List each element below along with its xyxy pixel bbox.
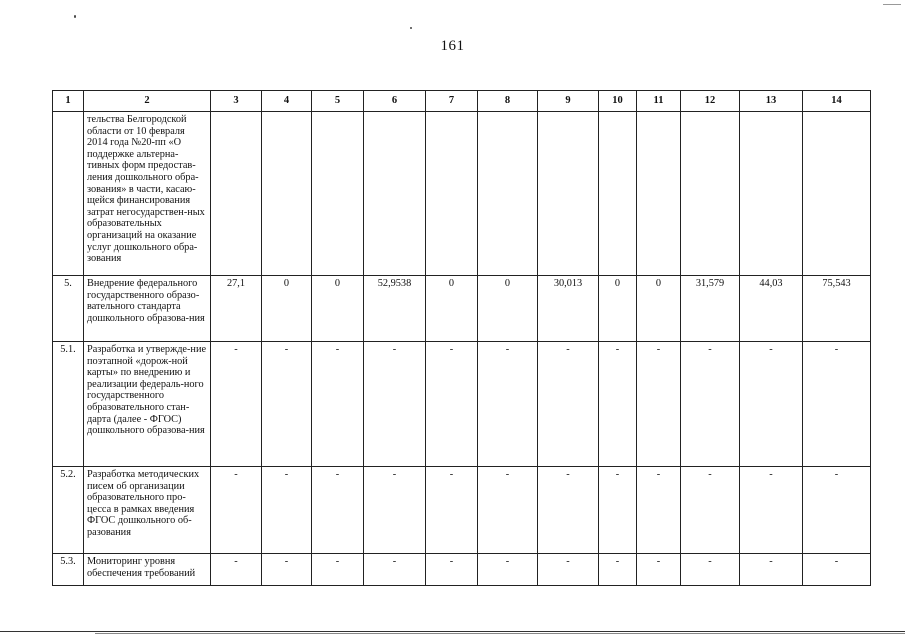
value-cell: - xyxy=(211,342,262,467)
value-cell: - xyxy=(262,467,312,554)
value-cell xyxy=(211,112,262,276)
value-cell: - xyxy=(637,467,681,554)
value-cell: - xyxy=(599,467,637,554)
value-cell: - xyxy=(478,342,538,467)
col-header: 1 xyxy=(53,91,84,112)
row-number: 5.1. xyxy=(53,342,84,467)
value-cell: - xyxy=(599,342,637,467)
value-cell xyxy=(312,112,364,276)
value-cell: - xyxy=(426,342,478,467)
col-header: 7 xyxy=(426,91,478,112)
value-cell: 0 xyxy=(637,276,681,342)
value-cell: - xyxy=(211,554,262,586)
row-description: Мониторинг уровня обеспечения требований xyxy=(84,554,211,586)
value-cell: 0 xyxy=(312,276,364,342)
col-header: 9 xyxy=(538,91,599,112)
col-header: 11 xyxy=(637,91,681,112)
value-cell: - xyxy=(681,554,740,586)
value-cell: - xyxy=(803,554,871,586)
data-table xyxy=(52,90,871,586)
row-number: 5.3. xyxy=(53,554,84,586)
col-header: 5 xyxy=(312,91,364,112)
value-cell: 44,03 xyxy=(740,276,803,342)
value-cell: - xyxy=(538,467,599,554)
value-cell: 75,543 xyxy=(803,276,871,342)
value-cell xyxy=(803,112,871,276)
value-cell: - xyxy=(312,342,364,467)
scan-speck xyxy=(74,15,76,18)
value-cell: - xyxy=(426,554,478,586)
value-cell: - xyxy=(211,467,262,554)
row-description: Разработка и утвержде-ние поэтапной «дорож-ной карты» по внедрению и реализации федераль-ного государственного образовательного стан-дарта (далее - ФГОС) дошкольного образова-ния xyxy=(84,342,211,467)
value-cell: - xyxy=(262,554,312,586)
row-number: 5.2. xyxy=(53,467,84,554)
value-cell: - xyxy=(364,342,426,467)
value-cell: - xyxy=(426,467,478,554)
value-cell: 52,9538 xyxy=(364,276,426,342)
page-edge-line xyxy=(0,631,905,632)
value-cell: - xyxy=(538,342,599,467)
value-cell: 30,013 xyxy=(538,276,599,342)
value-cell xyxy=(426,112,478,276)
col-header: 13 xyxy=(740,91,803,112)
table-row xyxy=(53,554,871,586)
scan-mark xyxy=(883,4,901,5)
col-header: 2 xyxy=(84,91,211,112)
value-cell xyxy=(262,112,312,276)
value-cell: 0 xyxy=(478,276,538,342)
value-cell xyxy=(681,112,740,276)
table-row xyxy=(53,467,871,554)
value-cell xyxy=(538,112,599,276)
value-cell: - xyxy=(364,467,426,554)
row-number xyxy=(53,112,84,276)
col-header: 12 xyxy=(681,91,740,112)
value-cell xyxy=(740,112,803,276)
row-number: 5. xyxy=(53,276,84,342)
value-cell: - xyxy=(312,554,364,586)
value-cell: 27,1 xyxy=(211,276,262,342)
value-cell xyxy=(478,112,538,276)
value-cell: 0 xyxy=(262,276,312,342)
value-cell: - xyxy=(364,554,426,586)
value-cell: - xyxy=(740,342,803,467)
value-cell: - xyxy=(599,554,637,586)
value-cell: - xyxy=(262,342,312,467)
value-cell: - xyxy=(803,467,871,554)
scan-speck xyxy=(410,27,412,29)
col-header: 6 xyxy=(364,91,426,112)
value-cell: - xyxy=(803,342,871,467)
value-cell: - xyxy=(681,467,740,554)
col-header: 4 xyxy=(262,91,312,112)
row-description: тельства Белгородской области от 10 февраля 2014 года №20-пп «О поддержке альтерна-тивных форм предостав-ления дошкольного обра-зования» в части, касаю-щейся финансирования затрат негосударствен-ных образовательных организаций на оказание услуг дошкольного обра-зования xyxy=(84,112,211,276)
value-cell: - xyxy=(637,554,681,586)
value-cell: - xyxy=(478,554,538,586)
value-cell: - xyxy=(312,467,364,554)
page-number: 161 xyxy=(440,38,465,54)
row-description: Разработка методических писем об организации образовательного про-цесса в рамках введения ФГОС дошкольного об-разования xyxy=(84,467,211,554)
table-row xyxy=(53,342,871,467)
row-description: Внедрение федерального государственного образо-вательного стандарта дошкольного образова-ния xyxy=(84,276,211,342)
value-cell: - xyxy=(740,554,803,586)
value-cell xyxy=(364,112,426,276)
value-cell: - xyxy=(740,467,803,554)
page-edge-line xyxy=(95,633,905,634)
value-cell: 0 xyxy=(426,276,478,342)
table-row xyxy=(53,276,871,342)
value-cell: 31,579 xyxy=(681,276,740,342)
value-cell: - xyxy=(637,342,681,467)
value-cell: - xyxy=(538,554,599,586)
value-cell: - xyxy=(478,467,538,554)
col-header: 14 xyxy=(803,91,871,112)
value-cell xyxy=(599,112,637,276)
header-row xyxy=(53,91,871,112)
value-cell: - xyxy=(681,342,740,467)
col-header: 3 xyxy=(211,91,262,112)
value-cell: 0 xyxy=(599,276,637,342)
value-cell xyxy=(637,112,681,276)
col-header: 8 xyxy=(478,91,538,112)
table-row xyxy=(53,112,871,276)
col-header: 10 xyxy=(599,91,637,112)
